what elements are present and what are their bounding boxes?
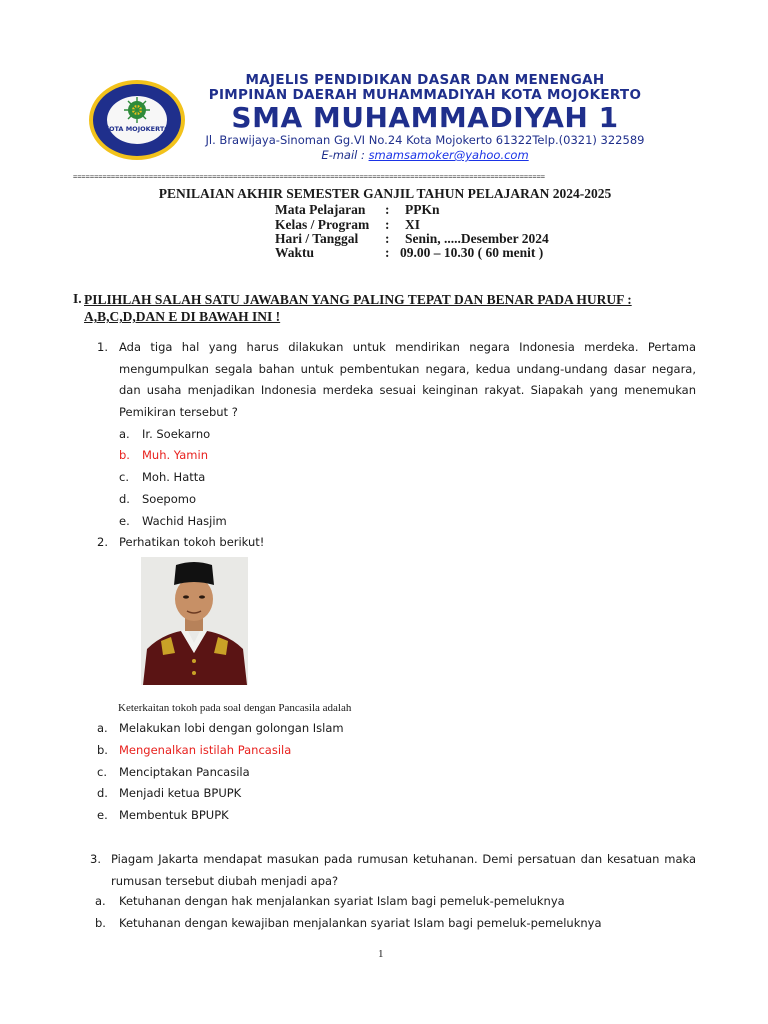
question-text: Ada tiga hal yang harus dilakukan untuk mendirikan negara Indonesia merdeka. Pertama mengumpulkan segala bahan untuk pembentukan negara, kedua undang-undang dasar negara, dan usaha menjadikan Indonesia merdeka sesuai keinginan rakyat. Siapakah yang menemukan Pemikiran tersebut ? bbox=[119, 340, 696, 419]
option-letter: d. bbox=[97, 786, 108, 800]
option-text[interactable]: Soepomo bbox=[142, 492, 196, 506]
meta-sep: : bbox=[385, 231, 390, 246]
meta-sep: : bbox=[385, 217, 390, 232]
page-number: 1 bbox=[378, 948, 384, 960]
meta-sep: : bbox=[385, 202, 390, 217]
meta-sep: : bbox=[385, 245, 390, 260]
section-instruction: PILIHLAH SALAH SATU JAWABAN YANG PALING TEPAT DAN BENAR PADA HURUF : A,B,C,D,DAN E DI BAWAH INI ! bbox=[84, 292, 632, 324]
header-line2: PIMPINAN DAERAH MUHAMMADIYAH KOTA MOJOKERTO bbox=[208, 87, 642, 103]
header-divider: ================================================================================================================ bbox=[73, 173, 546, 181]
option-letter: d. bbox=[119, 492, 130, 506]
option-text[interactable]: Ketuhanan dengan kewajiban menjalankan syariat Islam bagi pemeluk-pemeluknya bbox=[119, 916, 602, 930]
meta-row-time bbox=[275, 245, 543, 261]
question-number: 1. bbox=[97, 340, 108, 354]
section-number: I. bbox=[73, 291, 82, 306]
meta-key: Hari / Tanggal bbox=[275, 231, 359, 246]
option-letter: a. bbox=[95, 894, 106, 908]
question-caption: Keterkaitan tokoh pada soal dengan Pancasila adalah bbox=[118, 702, 352, 714]
meta-value: XI bbox=[405, 217, 421, 232]
option-letter: a. bbox=[97, 721, 108, 735]
option-text[interactable]: Ir. Soekarno bbox=[142, 427, 211, 441]
email-link[interactable]: smamsamoker@yahoo.com bbox=[368, 148, 529, 162]
option-letter: b. bbox=[95, 916, 106, 930]
school-email-line bbox=[190, 148, 660, 162]
meta-value: 09.00 – 10.30 ( 60 menit ) bbox=[400, 245, 544, 260]
question-number: 3. bbox=[90, 852, 101, 866]
meta-key: Waktu bbox=[275, 245, 315, 260]
school-name: SMA MUHAMMADIYAH 1 bbox=[231, 101, 619, 134]
meta-value: PPKn bbox=[405, 202, 440, 217]
option-text[interactable]: Melakukan lobi dengan golongan Islam bbox=[119, 721, 344, 735]
meta-key: Kelas / Program bbox=[275, 217, 370, 232]
option-letter: c. bbox=[97, 765, 107, 779]
option-text[interactable]: Menciptakan Pancasila bbox=[119, 765, 250, 779]
logo-text-kota: KOTA MOJOKERTO bbox=[104, 125, 170, 133]
meta-key: Mata Pelajaran bbox=[275, 202, 366, 217]
option-text-answer[interactable]: Muh. Yamin bbox=[142, 448, 208, 462]
option-letter: e. bbox=[119, 514, 130, 528]
school-logo bbox=[87, 78, 187, 162]
question-text: Piagam Jakarta mendapat masukan pada rumusan ketuhanan. Demi persatuan dan kesatuan maka rumusan tersebut diubah menjadi apa? bbox=[111, 852, 696, 888]
option-text[interactable]: Ketuhanan dengan hak menjalankan syariat Islam bagi pemeluk-pemeluknya bbox=[119, 894, 565, 908]
meta-row-subject bbox=[275, 202, 440, 218]
option-text[interactable]: Wachid Hasjim bbox=[142, 514, 227, 528]
option-letter: e. bbox=[97, 808, 108, 822]
option-text-answer[interactable]: Mengenalkan istilah Pancasila bbox=[119, 743, 292, 757]
option-text[interactable]: Menjadi ketua BPUPK bbox=[119, 786, 242, 800]
email-label: E-mail : bbox=[321, 148, 365, 162]
question-text: Perhatikan tokoh berikut! bbox=[119, 535, 265, 549]
exam-title: PENILAIAN AKHIR SEMESTER GANJIL TAHUN PELAJARAN 2024-2025 bbox=[158, 186, 612, 201]
option-text[interactable]: Moh. Hatta bbox=[142, 470, 206, 484]
question-number: 2. bbox=[97, 535, 108, 549]
header-line1: MAJELIS PENDIDIKAN DASAR DAN MENENGAH bbox=[245, 72, 605, 88]
option-letter: b. bbox=[97, 743, 108, 757]
option-letter: c. bbox=[119, 470, 129, 484]
option-letter: b. bbox=[119, 448, 130, 462]
meta-value: Senin, .....Desember 2024 bbox=[405, 231, 549, 246]
portrait-photo bbox=[141, 557, 248, 685]
option-text[interactable]: Membentuk BPUPK bbox=[119, 808, 229, 822]
school-address: Jl. Brawijaya-Sinoman Gg.VI No.24 Kota Mojokerto 61322Telp.(0321) 322589 bbox=[205, 133, 645, 147]
option-letter: a. bbox=[119, 427, 130, 441]
